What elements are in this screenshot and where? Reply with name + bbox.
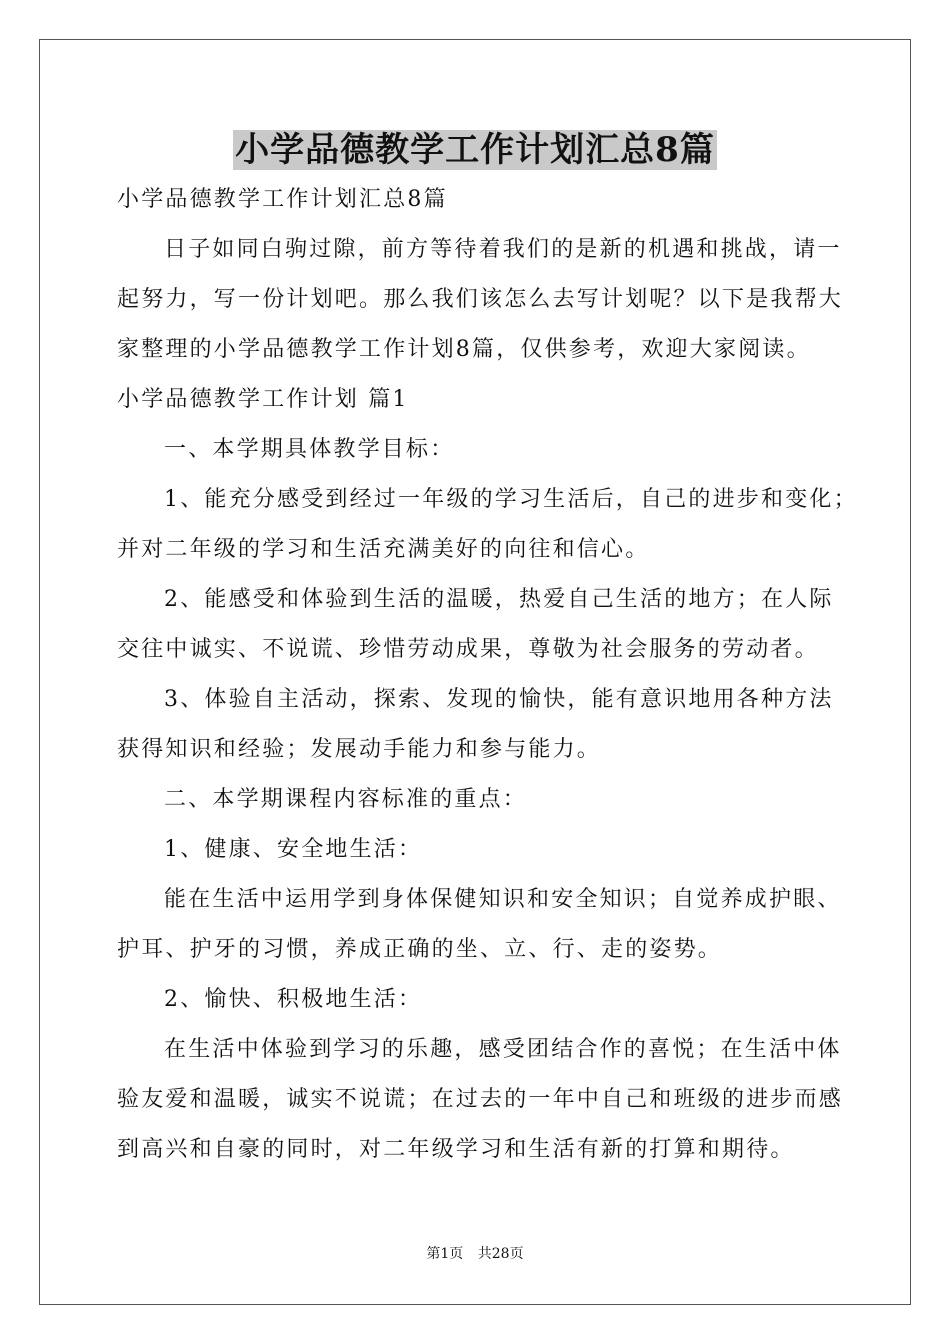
- text-line: 验友爱和温暖，诚实不说谎；在过去的一年中自己和班级的进步而感: [117, 1087, 844, 1112]
- document-title: [0, 126, 950, 174]
- text-line: 2、愉快、积极地生活：: [164, 987, 423, 1012]
- text-line: 小学品德教学工作计划 篇1: [117, 387, 409, 412]
- text-line: 到高兴和自豪的同时，对二年级学习和生活有新的打算和期待。: [117, 1137, 795, 1162]
- text-line: 日子如同白驹过隙，前方等待着我们的是新的机遇和挑战，请一: [164, 237, 842, 262]
- text-line: 交往中诚实、不说谎、珍惜劳动成果，尊敬为社会服务的劳动者。: [117, 637, 819, 662]
- page-footer: [0, 1244, 950, 1264]
- text-line: 并对二年级的学习和生活充满美好的向往和信心。: [117, 537, 650, 562]
- text-line: 小学品德教学工作计划汇总8篇: [117, 187, 448, 212]
- page-total: 共28页: [477, 1246, 524, 1262]
- text-line: 一、本学期具体教学目标：: [164, 437, 455, 462]
- text-line: 在生活中体验到学习的乐趣，感受团结合作的喜悦；在生活中体: [164, 1037, 842, 1062]
- document-title-text: 小学品德教学工作计划汇总8篇: [235, 130, 715, 170]
- text-line: 二、本学期课程内容标准的重点：: [164, 787, 528, 812]
- text-line: 1、健康、安全地生活：: [164, 837, 423, 862]
- text-line: 起努力，写一份计划吧。那么我们该怎么去写计划呢？以下是我帮大: [117, 287, 844, 312]
- page-number: 第1页: [426, 1246, 464, 1262]
- text-line: 1、能充分感受到经过一年级的学习生活后，自己的进步和变化；: [164, 487, 858, 512]
- text-line: 家整理的小学品德教学工作计划8篇，仅供参考，欢迎大家阅读。: [117, 337, 811, 362]
- text-line: 获得知识和经验；发展动手能力和参与能力。: [117, 737, 602, 762]
- text-line: 能在生活中运用学到身体保健知识和安全知识；自觉养成护眼、: [164, 887, 842, 912]
- text-line: 3、体验自主活动，探索、发现的愉快，能有意识地用各种方法: [164, 687, 834, 712]
- text-line: 护耳、护牙的习惯，养成正确的坐、立、行、走的姿势。: [117, 937, 723, 962]
- text-line: 2、能感受和体验到生活的温暖，热爱自己生活的地方；在人际: [164, 587, 834, 612]
- document-body: [117, 175, 858, 1175]
